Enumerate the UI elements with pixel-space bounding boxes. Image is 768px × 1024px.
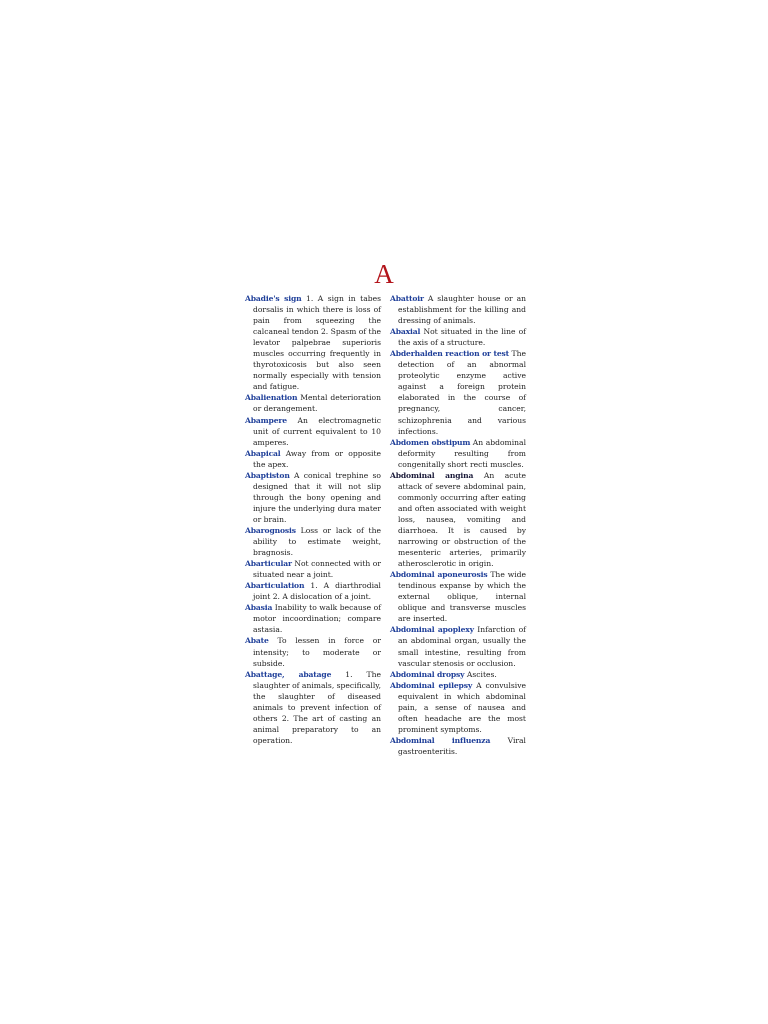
dictionary-entry <box>245 392 381 414</box>
entry-term: Abdominal angina <box>390 470 474 480</box>
dictionary-entry <box>390 624 526 668</box>
dictionary-entry <box>245 293 381 392</box>
entry-definition: 1. The slaughter of animals, specifically, the slaughter of diseased animals to prevent infection of others 2. The art of casting an animal preparatory to an operation. <box>253 669 382 745</box>
dictionary-entry <box>245 415 381 448</box>
dictionary-entry <box>390 680 526 735</box>
entry-term: Abdomen obstipum <box>390 437 471 447</box>
entry-term: Abderhalden reaction or test <box>390 349 509 359</box>
entry-definition: Not connected with or situated near a joint. <box>253 559 381 580</box>
entry-term: Abarognosis <box>245 525 296 535</box>
entry-definition: Inability to walk because of motor incoordination; compare astasia. <box>253 603 381 635</box>
entry-term: Abdominal influenza <box>390 735 491 745</box>
entry-term: Abasia <box>245 603 273 613</box>
entry-definition: An abdominal deformity resulting from congenitally short recti muscles. <box>398 437 527 469</box>
entry-definition: A convulsive equivalent in which abdominal pain, a sense of nausea and often headache are the most prominent symptoms. <box>398 680 526 734</box>
entry-definition: Mental deterioration or derangement. <box>253 393 381 414</box>
dictionary-entry <box>390 669 526 680</box>
entry-term: Abapical <box>245 448 281 458</box>
dictionary-entry <box>245 525 381 558</box>
entry-term: Abattoir <box>390 294 424 303</box>
dictionary-entry <box>390 326 526 348</box>
dictionary-entry <box>390 437 526 470</box>
dictionary-column-right <box>390 293 526 757</box>
entry-term: Abampere <box>245 415 287 425</box>
entry-definition: 1. A sign in tabes dorsalis in which there is loss of pain from squeezing the calcaneal tendon 2. Spasm of the levator palpebrae superioris muscles occurring frequently in thyrotoxicosis but also seen normally especially with tension and fatigue. <box>253 294 381 392</box>
dictionary-entry <box>390 569 526 624</box>
entry-term: Abdominal apoplexy <box>390 625 474 635</box>
entry-term: Abadie's sign <box>245 294 302 303</box>
entry-definition: The detection of an abnormal proteolytic enzyme active against a foreign protein elaborated in the course of pregnancy, cancer, schizophrenia and various infections. <box>398 349 526 436</box>
entry-definition: Ascites. <box>466 669 497 679</box>
dictionary-column-left <box>245 293 381 746</box>
entry-term: Abdominal epilepsy <box>390 680 473 690</box>
entry-term: Abaxial <box>390 327 421 337</box>
entry-term: Abattage, abatage <box>245 669 332 679</box>
dictionary-entry <box>245 602 381 635</box>
entry-definition: 1. A diarthrodial joint 2. A dislocation of a joint. <box>253 581 381 602</box>
entry-definition: The wide tendinous expanse by which the external oblique, internal oblique and transverse muscles are inserted. <box>398 570 526 624</box>
dictionary-entry <box>390 470 526 569</box>
entry-term: Abaptiston <box>245 470 290 480</box>
entry-definition: An acute attack of severe abdominal pain, commonly occurring after eating and often associated with weight loss, nausea, vomiting and diarrhoea. It is caused by narrowing or obstruction of the mesenteric arteries, primarily atherosclerotic in origin. <box>398 470 526 569</box>
dictionary-entry <box>245 580 381 602</box>
entry-definition: To lessen in force or intensity; to moderate or subside. <box>253 636 381 668</box>
dictionary-entry <box>390 735 526 757</box>
dictionary-entry <box>245 635 381 668</box>
dictionary-entry <box>245 448 381 470</box>
entry-term: Abarticular <box>245 559 292 569</box>
entry-term: Abate <box>245 636 269 646</box>
entry-definition: Infarction of an abdominal organ, usually the small intestine, resulting from vascular stenosis or occlusion. <box>398 625 526 668</box>
dictionary-entry <box>245 558 381 580</box>
entry-definition: A conical trephine so designed that it will not slip through the bony opening and injure the underlying dura mater or brain. <box>253 470 381 524</box>
dictionary-entry <box>245 470 381 525</box>
entry-term: Abarticulation <box>245 581 305 591</box>
entry-definition: Viral gastroenteritis. <box>398 735 526 756</box>
entry-definition: Not situated in the line of the axis of a structure. <box>398 327 526 348</box>
entry-term: Abdominal aponeurosis <box>390 570 488 580</box>
entry-definition: Loss or lack of the ability to estimate weight, bragnosis. <box>253 525 381 558</box>
entry-definition: Away from or opposite the apex. <box>253 448 381 469</box>
section-letter-heading: A <box>374 259 394 289</box>
entry-definition: An electromagnetic unit of current equivalent to 10 amperes. <box>253 415 381 447</box>
entry-term: Abalienation <box>245 393 298 403</box>
entry-definition: A slaughter house or an establishment for the killing and dressing of animals. <box>398 294 526 326</box>
dictionary-entry <box>245 669 381 746</box>
dictionary-entry <box>390 348 526 436</box>
dictionary-entry <box>390 293 526 326</box>
entry-term: Abdominal dropsy <box>390 669 465 679</box>
